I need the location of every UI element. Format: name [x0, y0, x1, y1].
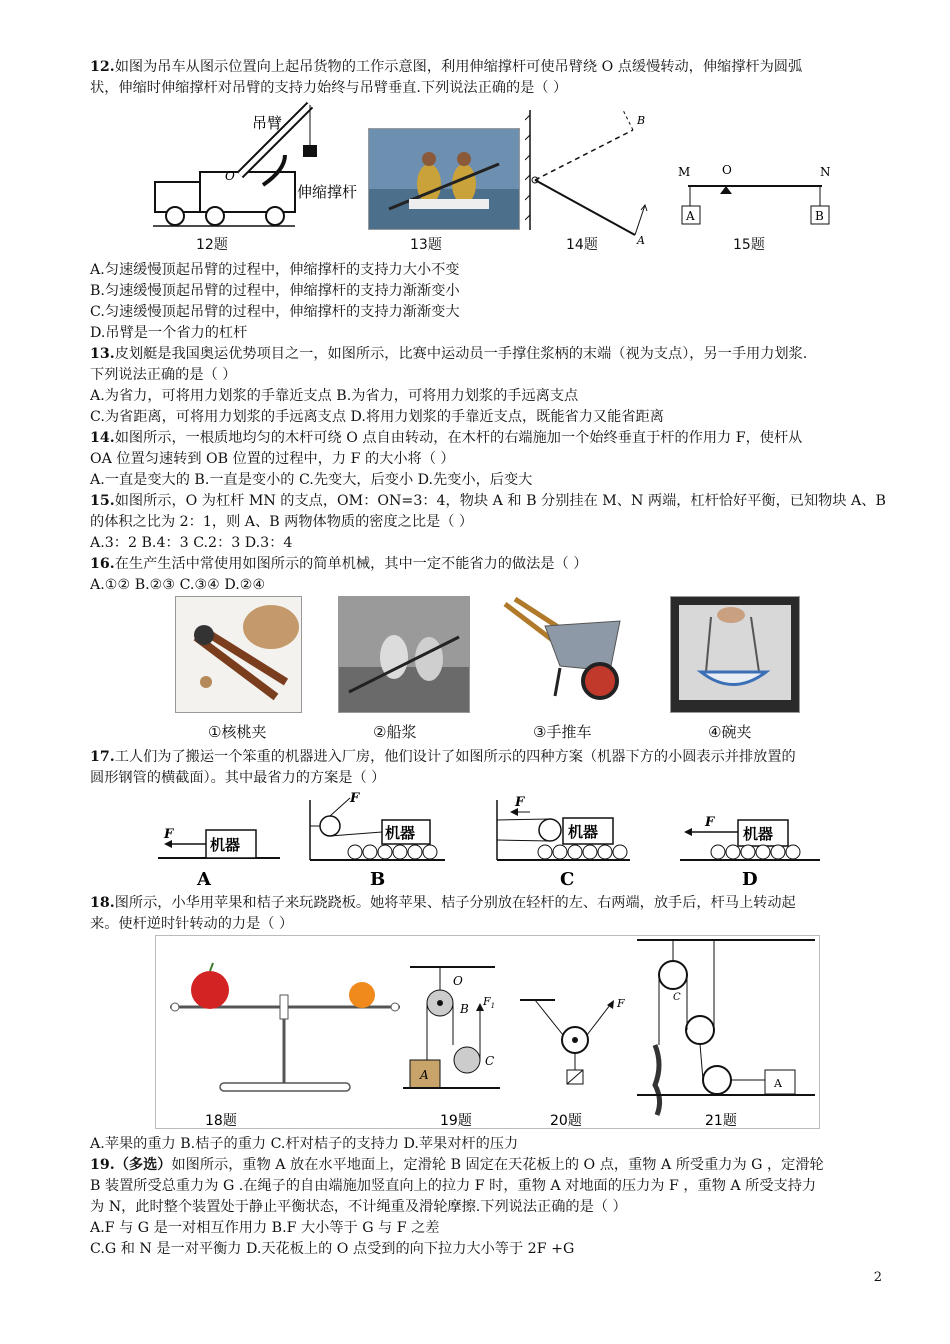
- kayak-photo: [368, 128, 520, 230]
- crane-arm-label: 吊臂: [252, 114, 283, 132]
- crane-diagram: [145, 100, 365, 250]
- caption-14: 14题: [566, 237, 598, 253]
- q13-options-cd: C.为省距离，可将用力划浆的手远离支点 D.将用力划浆的手靠近支点，既能省力又能省距离: [90, 409, 664, 425]
- q15-line2: 的体积之比为 2：1，则 A、B 两物体物质的密度之比是（ ）: [90, 514, 474, 530]
- q12-option-a: A.匀速缓慢顶起吊臂的过程中，伸缩撑杆的支持力大小不变: [90, 262, 460, 278]
- block-a19-label: A: [420, 1068, 429, 1082]
- force-b-label: F: [350, 791, 360, 806]
- block-b-label: B: [815, 209, 824, 223]
- q15-options: A.3：2 B.4：3 C.2：3 D.3：4: [90, 535, 293, 551]
- caption-21: 21题: [705, 1113, 737, 1129]
- pulley-c-label: C: [485, 1054, 495, 1068]
- q19-options-ab: A.F 与 G 是一对相互作用力 B.F 大小等于 G 与 F 之差: [90, 1220, 440, 1236]
- scheme-d-label: D: [742, 869, 758, 890]
- lever-b-label: B: [637, 114, 646, 127]
- force-c-label: F: [515, 795, 525, 810]
- crane-o-label: O: [225, 169, 235, 183]
- machine-b-label: 机器: [385, 824, 416, 842]
- q14-options: A.一直是变大的 B.一直是变小的 C.先变大，后变小 D.先变小，后变大: [90, 472, 533, 488]
- q14-line1: 14.如图所示，一根质地均匀的木杆可绕 O 点自由转动，在木杆的右端施加一个始终垂直于杆的作用力 F，使杆从: [90, 430, 803, 446]
- q12-option-d: D.吊臂是一个省力的杠杆: [90, 325, 248, 341]
- force-f20-label: F: [617, 997, 625, 1010]
- q19-line2: B 装置所受总重力为 G .在绳子的自由端施加竖直向上的拉力 F 时，重物 A 对地面的压力为 F ，重物 A 所受支持力: [90, 1178, 817, 1194]
- lever-a-label: A: [637, 234, 645, 245]
- bottom-figures: [155, 935, 820, 1130]
- q19-line1: 19.（多选）如图所示，重物 A 放在水平地面上，定滑轮 B 固定在天花板上的 O 点，重物 A 所受重力为 G ，定滑轮: [90, 1157, 824, 1173]
- pulley-b-label: B: [460, 1002, 469, 1016]
- q19-line3: 为 N，此时整个装置处于静止平衡状态，不计绳重及滑轮摩擦.下列说法正确的是（ ）: [90, 1199, 627, 1215]
- bowl-clamp-photo: [670, 596, 800, 713]
- caption-18: 18题: [205, 1113, 237, 1129]
- lever-rotation-diagram: [525, 110, 660, 245]
- q19-options-cd: C.G 和 N 是一对平衡力 D.天花板上的 O 点受到的向下拉力大小等于 2F +G: [90, 1241, 575, 1257]
- page-number: 2: [873, 1270, 882, 1285]
- block-a21-label: A: [774, 1077, 782, 1090]
- mn-lever-diagram: [670, 160, 845, 235]
- pulley-o-label: O: [453, 974, 463, 988]
- q16-options: A.①② B.②③ C.③④ D.②④: [90, 577, 266, 593]
- machine-d-label: 机器: [743, 825, 774, 843]
- q16-line1: 16.在生产生活中常使用如图所示的简单机械，其中一定不能省力的做法是（ ）: [90, 556, 588, 572]
- machine-a-label: 机器: [210, 836, 241, 854]
- caption-13: 13题: [410, 237, 442, 253]
- q13-line1: 13.皮划艇是我国奥运优势项目之一，如图所示，比赛中运动员一手撑住浆柄的末端（视为支点），另一手用力划浆.: [90, 346, 808, 362]
- paddle-photo: [338, 596, 470, 713]
- caption-19: 19题: [440, 1113, 472, 1129]
- q18-options: A.苹果的重力 B.桔子的重力 C.杆对桔子的支持力 D.苹果对杆的压力: [90, 1136, 519, 1152]
- q13-line2: 下列说法正确的是（ ）: [90, 367, 237, 383]
- o15-label: O: [722, 163, 732, 177]
- caption-20: 20题: [550, 1113, 582, 1129]
- caption-wheelbarrow: ③手推车: [533, 723, 592, 741]
- q17-line1: 17.工人们为了搬运一个笨重的机器进入厂房，他们设计了如图所示的四种方案（机器下方的小圆表示并排放置的: [90, 749, 796, 765]
- q12-option-b: B.匀速缓慢顶起吊臂的过程中，伸缩撑杆的支持力渐渐变小: [90, 283, 460, 299]
- scheme-b-label: B: [370, 869, 386, 890]
- scheme-c-label: C: [560, 869, 575, 890]
- force-f1-label: $F_1$: [483, 995, 496, 1010]
- n-label: N: [820, 165, 831, 179]
- q18-line2: 来。使杆逆时针转动的力是（ ）: [90, 916, 294, 932]
- scheme-a-label: A: [197, 869, 211, 890]
- block-a-label: A: [686, 209, 695, 223]
- q12-line2: 状，伸缩时伸缩撑杆对吊臂的支持力始终与吊臂垂直.下列说法正确的是（ ）: [90, 80, 568, 96]
- m-label: M: [678, 165, 691, 179]
- q18-line1: 18.图所示，小华用苹果和桔子来玩跷跷板。她将苹果、桔子分别放在轻杆的左、右两端，放手后，杆马上转动起: [90, 895, 796, 911]
- wheelbarrow-photo: [500, 596, 635, 711]
- caption-15: 15题: [733, 237, 765, 253]
- q12-line1: 12.如图为吊车从图示位置向上起吊货物的工作示意图，利用伸缩撑杆可使吊臂绕 O 点缓慢转动，伸缩撑杆为圆弧: [90, 59, 803, 75]
- machine-schemes-diagram: [150, 790, 840, 890]
- caption-paddle: ②船浆: [373, 723, 417, 741]
- crane-rod-label: 伸缩撑杆: [297, 183, 358, 201]
- q15-line1: 15.如图所示，O 为杠杆 MN 的支点，OM：ON=3：4，物块 A 和 B 分别挂在 M、N 两端，杠杆恰好平衡，已知物块 A、B: [90, 493, 886, 509]
- walnut-cracker-photo: [175, 596, 302, 713]
- force-d-label: F: [705, 815, 715, 830]
- q17-line2: 圆形钢管的横截面）。其中最省力的方案是（ ）: [90, 770, 386, 786]
- q12-option-c: C.匀速缓慢顶起吊臂的过程中，伸缩撑杆的支持力渐渐变大: [90, 304, 460, 320]
- caption-bowl-clamp: ④碗夹: [708, 723, 752, 741]
- force-a-label: F: [164, 827, 174, 842]
- caption-walnut-cracker: ①核桃夹: [208, 723, 267, 741]
- pulley-c21-label: C: [673, 992, 681, 1003]
- caption-12: 12题: [196, 237, 228, 253]
- q13-options-ab: A.为省力，可将用力划浆的手靠近支点 B.为省力，可将用力划浆的手远离支点: [90, 388, 579, 404]
- q14-line2: OA 位置匀速转到 OB 位置的过程中，力 F 的大小将（ ）: [90, 451, 455, 467]
- machine-c-label: 机器: [568, 823, 599, 841]
